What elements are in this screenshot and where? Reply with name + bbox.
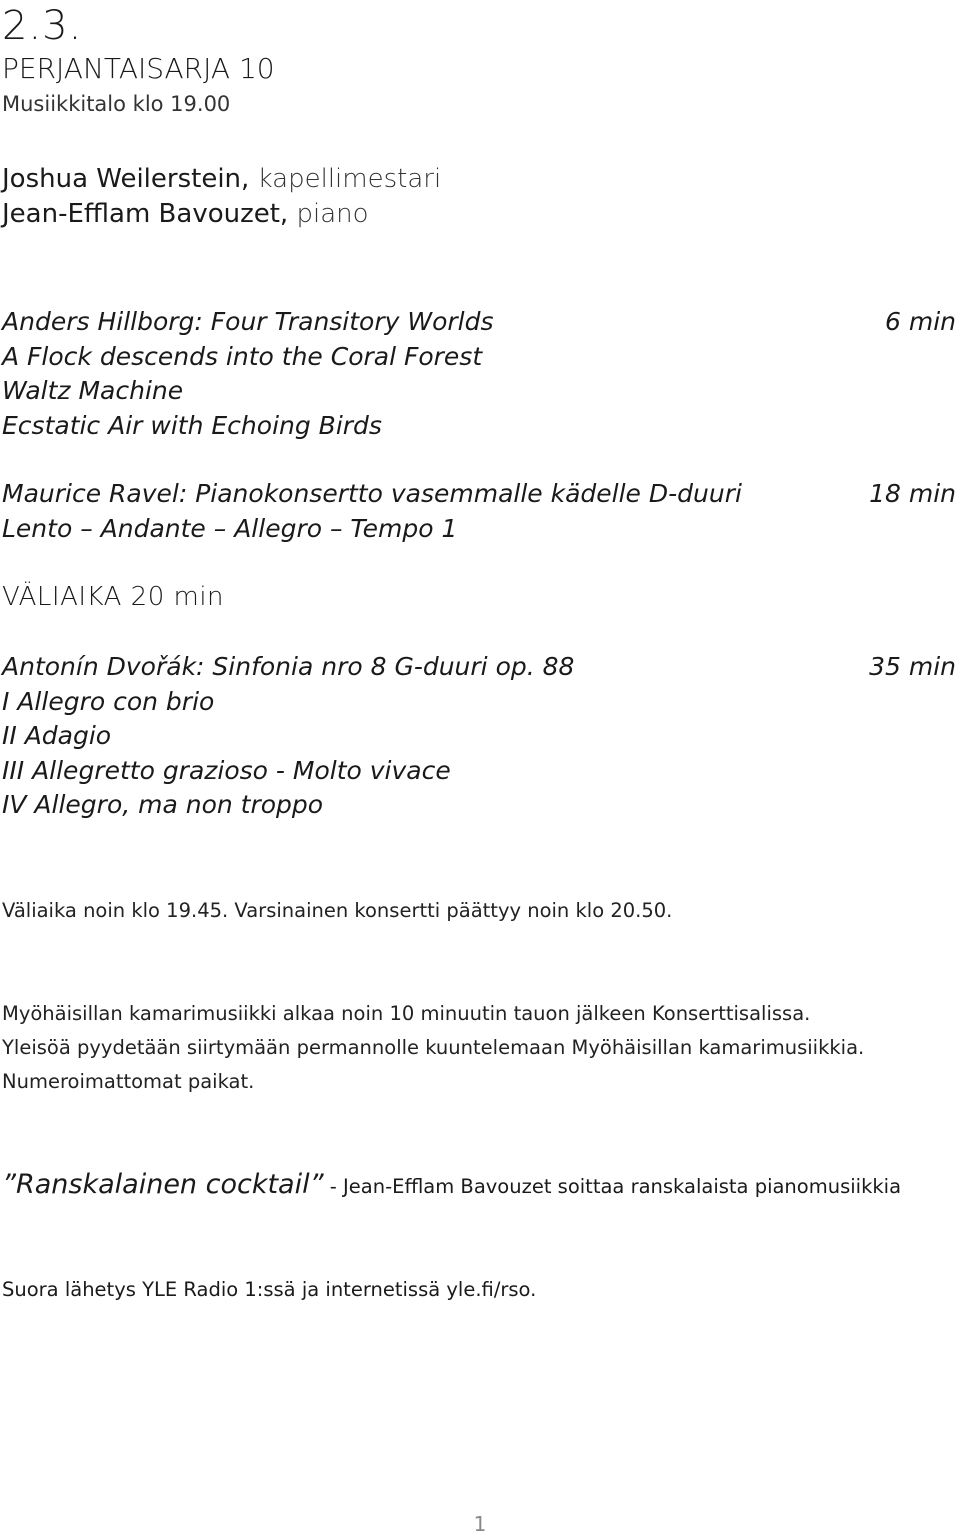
- intermission-label: VÄLIAIKA 20 min: [2, 582, 225, 612]
- work-duration: 18 min: [869, 479, 956, 508]
- work-duration: 35 min: [869, 652, 956, 681]
- late-night-line: Yleisöä pyydetään siirtymään permannolle kuuntelemaan Myöhäisillan kamarimusiikkia.: [2, 1036, 865, 1059]
- movement: I Allegro con brio: [2, 686, 215, 716]
- performer-name: Jean-Efflam Bavouzet,: [2, 199, 289, 229]
- program-work-hillborg: [2, 305, 960, 443]
- late-night-notes: [2, 997, 864, 1099]
- movement: III Allegretto grazioso - Molto vivace: [2, 755, 451, 785]
- venue-time: Musiikkitalo klo 19.00: [2, 92, 231, 116]
- cocktail-title: ”Ranskalainen cocktail”: [2, 1169, 324, 1200]
- work-title: Anders Hillborg: Four Transitory Worlds: [2, 307, 494, 336]
- movement: A Flock descends into the Coral Forest: [2, 341, 483, 371]
- performer-soloist: [2, 197, 441, 232]
- movement: IV Allegro, ma non troppo: [2, 790, 324, 819]
- program-work-dvorak: [2, 650, 960, 823]
- concert-series: PERJANTAISARJA 10: [2, 52, 275, 85]
- movement: Waltz Machine: [2, 376, 184, 405]
- movement: II Adagio: [2, 721, 112, 750]
- performer-name: Joshua Weilerstein,: [2, 164, 250, 194]
- performer-role: piano: [296, 199, 369, 229]
- movement: Ecstatic Air with Echoing Birds: [2, 410, 382, 440]
- movement: Lento – Andante – Allegro – Tempo 1: [2, 513, 458, 543]
- work-title: Antonín Dvořák: Sinfonia nro 8 G-duuri op. 88: [2, 652, 575, 681]
- performers-list: [2, 162, 441, 232]
- page-number: 1: [473, 1512, 487, 1536]
- timing-note: Väliaika noin klo 19.45. Varsinainen konsertti päättyy noin klo 20.50.: [2, 899, 673, 922]
- cocktail-description: - Jean-Efflam Bavouzet soittaa ranskalaista pianomusiikkia: [323, 1175, 902, 1198]
- cocktail-line: [2, 1166, 901, 1206]
- program-work-ravel: [2, 477, 960, 546]
- late-night-line: Numeroimattomat paikat.: [2, 1070, 255, 1093]
- concert-date: 2.3.: [2, 3, 83, 49]
- work-duration: 6 min: [885, 307, 956, 336]
- performer-conductor: [2, 162, 441, 197]
- work-title: Maurice Ravel: Pianokonsertto vasemmalle kädelle D-duuri: [2, 479, 742, 508]
- late-night-line: Myöhäisillan kamarimusiikki alkaa noin 10 minuutin tauon jälkeen Konserttisalissa.: [2, 1002, 811, 1025]
- broadcast-note: Suora lähetys YLE Radio 1:ssä ja internetissä yle.fi/rso.: [2, 1278, 537, 1301]
- performer-role: kapellimestari: [257, 164, 442, 194]
